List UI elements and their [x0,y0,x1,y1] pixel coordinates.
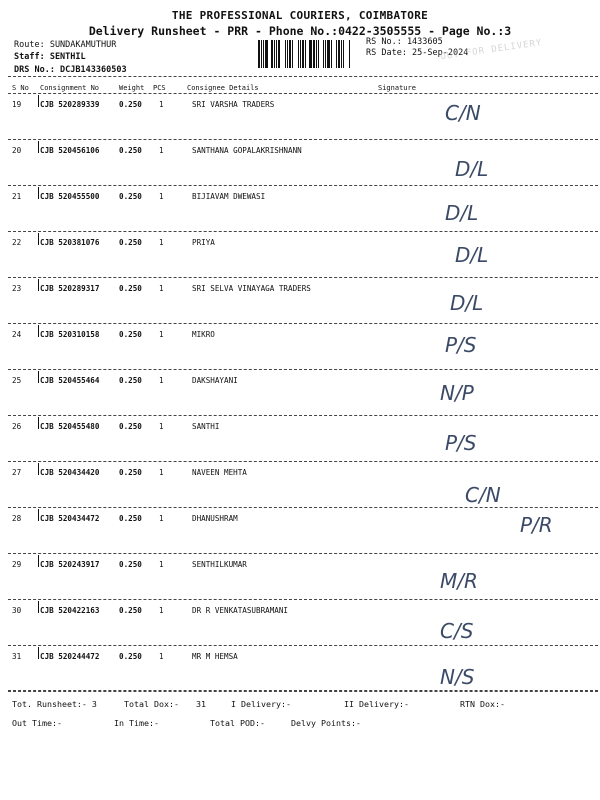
row-pcs: 1 [159,238,164,247]
handwritten-signature: D/L [455,157,489,181]
staff-label: Staff: SENTHIL [14,52,86,62]
barcode-bar [323,40,324,68]
barcode-bar [274,40,275,68]
row-divider [8,461,598,462]
barcode-bar [302,40,304,68]
handwritten-signature: C/N [465,483,501,507]
table-row [0,371,600,417]
barcode-bar [278,40,280,68]
barcode-bar [300,40,301,68]
barcode-bar [258,40,260,68]
row-consignee: PRIYA [192,238,215,247]
total-dox-value: 31 [196,699,206,709]
i-delivery: I Delivery:- [231,699,291,709]
row-weight: 0.250 [119,238,142,247]
barcode-bar [307,40,308,68]
row-consignee: SANTHI [192,422,220,431]
handwritten-signature: P/S [445,431,477,455]
barcode-bar [333,40,335,68]
row-marker-line [38,95,39,107]
row-marker-line [38,555,39,567]
row-weight: 0.250 [119,514,142,523]
out-for-delivery-stamp: OUT FOR DELIVERY [439,38,543,63]
row-marker-line [38,647,39,659]
col-pcs: PCS [153,84,166,92]
row-sno: 20 [12,146,22,155]
row-weight: 0.250 [119,606,142,615]
row-marker-line [38,187,39,199]
handwritten-signature: D/L [445,201,479,225]
row-consignment-no: CJB 520434420 [40,468,100,477]
barcode-bar [316,40,317,68]
handwritten-signature: P/R [520,513,553,537]
col-weight: Weight [119,84,145,92]
handwritten-signature: N/P [440,381,474,405]
row-pcs: 1 [159,606,164,615]
handwritten-signature: N/S [440,665,475,689]
col-consignment: Consignment No [40,84,100,92]
row-marker-line [38,601,39,613]
row-consignment-no: CJB 520244472 [40,652,100,661]
row-consignment-no: CJB 520310158 [40,330,100,339]
in-time: In Time:- [114,718,159,728]
barcode-bar [269,40,270,68]
row-consignee: SANTHANA GOPALAKRISHNANN [192,146,302,155]
row-pcs: 1 [159,100,164,109]
row-divider [8,231,598,232]
row-consignment-no: CJB 520456106 [40,146,100,155]
barcode-bar [281,40,284,68]
row-consignment-no: CJB 520243917 [40,560,100,569]
total-pod: Total POD:- [210,718,265,728]
runsheet-title: Delivery Runsheet - PRR - Phone No.:0422-3505555 - Page No.:3 [88,24,512,38]
row-weight: 0.250 [119,146,142,155]
table-row [0,279,600,325]
row-consignment-no: CJB 520289317 [40,284,100,293]
row-divider [8,323,598,324]
row-divider [8,645,598,646]
row-weight: 0.250 [119,468,142,477]
rtn-dox: RTN Dox:- [460,699,505,709]
barcode-bar [285,40,286,68]
table-row [0,141,600,187]
row-weight: 0.250 [119,192,142,201]
col-signature: Signature [378,84,416,92]
row-sno: 29 [12,560,22,569]
delvy-points: Delvy Points:- [291,718,361,728]
barcode-bar [287,40,288,68]
row-sno: 28 [12,514,22,523]
row-consignment-no: CJB 520381076 [40,238,100,247]
row-pcs: 1 [159,146,164,155]
row-divider [8,691,598,692]
handwritten-signature: P/S [445,333,477,357]
barcode-bar [289,40,291,68]
row-consignee: MR M HEMSA [192,652,238,661]
barcode-bar [327,40,330,68]
colhead-divider [8,93,598,94]
row-marker-line [38,371,39,383]
handwritten-signature: C/N [445,101,481,125]
row-pcs: 1 [159,422,164,431]
row-consignment-no: CJB 520455500 [40,192,100,201]
row-divider [8,277,598,278]
row-consignee: SRI SELVA VINAYAGA TRADERS [192,284,311,293]
row-pcs: 1 [159,376,164,385]
row-sno: 21 [12,192,22,201]
row-divider [8,507,598,508]
row-consignment-no: CJB 520289339 [40,100,100,109]
row-pcs: 1 [159,284,164,293]
barcode-bar [276,40,277,68]
row-sno: 22 [12,238,22,247]
barcode-bar [263,40,264,68]
company-name: THE PROFESSIONAL COURIERS, COIMBATORE [171,9,429,22]
row-consignee: MIKRO [192,330,215,339]
row-sno: 19 [12,100,22,109]
barcode-bar [331,40,332,68]
table-row [0,463,600,509]
row-consignee: DAKSHAYANI [192,376,238,385]
row-weight: 0.250 [119,376,142,385]
handwritten-signature: M/R [440,569,478,593]
row-divider [8,369,598,370]
row-consignee: SRI VARSHA TRADERS [192,100,275,109]
row-weight: 0.250 [119,330,142,339]
row-sno: 27 [12,468,22,477]
row-pcs: 1 [159,192,164,201]
row-sno: 24 [12,330,22,339]
barcode-bar [298,40,299,68]
footer-divider [8,690,598,691]
barcode-bar [343,40,344,68]
row-pcs: 1 [159,330,164,339]
row-sno: 30 [12,606,22,615]
tot-runsheet: Tot. Runsheet:- 3 [12,699,97,709]
row-weight: 0.250 [119,100,142,109]
table-row [0,187,600,233]
handwritten-signature: D/L [455,243,489,267]
table-row [0,509,600,555]
row-marker-line [38,325,39,337]
header-divider [8,76,598,77]
barcode-bar [345,40,348,68]
table-row [0,647,600,693]
drs-number: DRS No.: DCJB143360503 [14,65,127,75]
barcode-bar [309,40,312,68]
row-marker-line [38,279,39,291]
row-weight: 0.250 [119,422,142,431]
barcode-bar [336,40,337,68]
row-divider [8,599,598,600]
table-row [0,555,600,601]
row-divider [8,185,598,186]
col-sno: S No [12,84,29,92]
row-weight: 0.250 [119,652,142,661]
barcode-bar [341,40,342,68]
row-sno: 31 [12,652,22,661]
total-dox-label: Total Dox:- [124,699,179,709]
row-marker-line [38,509,39,521]
barcode-bar [261,40,262,68]
row-marker-line [38,417,39,429]
barcode-bar [325,40,326,68]
handwritten-signature: D/L [450,291,484,315]
route-label: Route: SUNDAKAMUTHUR [14,40,117,50]
table-row [0,417,600,463]
barcode-bar [265,40,268,68]
table-row [0,233,600,279]
row-pcs: 1 [159,514,164,523]
barcode-bar [294,40,297,68]
row-consignee: BIJIAVAM DWEWASI [192,192,266,201]
barcode-bar [318,40,319,68]
row-marker-line [38,141,39,153]
row-pcs: 1 [159,652,164,661]
barcode-bar [349,40,350,68]
table-row [0,601,600,647]
row-consignment-no: CJB 520434472 [40,514,100,523]
row-consignee: NAVEEN MEHTA [192,468,247,477]
row-sno: 23 [12,284,22,293]
row-pcs: 1 [159,560,164,569]
table-row [0,325,600,371]
row-marker-line [38,463,39,475]
row-divider [8,553,598,554]
barcode-bar [271,40,273,68]
col-consignee: Consignee Details [187,84,259,92]
row-sno: 26 [12,422,22,431]
barcode-bar [305,40,306,68]
row-pcs: 1 [159,468,164,477]
row-divider [8,139,598,140]
row-sno: 25 [12,376,22,385]
out-time: Out Time:- [12,718,62,728]
handwritten-signature: C/S [440,619,474,643]
row-consignment-no: CJB 520455464 [40,376,100,385]
row-weight: 0.250 [119,284,142,293]
row-divider [8,415,598,416]
table-row [0,95,600,141]
barcode [258,40,358,68]
row-consignment-no: CJB 520422163 [40,606,100,615]
rs-date: RS Date: 25-Sep-2024 [366,48,469,58]
row-consignee: DHANUSHRAM [192,514,238,523]
row-consignment-no: CJB 520455480 [40,422,100,431]
barcode-bar [338,40,340,68]
rs-number: RS No.: 1433605 [366,37,443,47]
row-consignee: SENTHILKUMAR [192,560,247,569]
row-consignee: DR R VENKATASUBRAMANI [192,606,289,615]
barcode-bar [313,40,315,68]
barcode-bar [292,40,293,68]
row-marker-line [38,233,39,245]
ii-delivery: II Delivery:- [344,699,409,709]
row-weight: 0.250 [119,560,142,569]
barcode-bar [320,40,322,68]
